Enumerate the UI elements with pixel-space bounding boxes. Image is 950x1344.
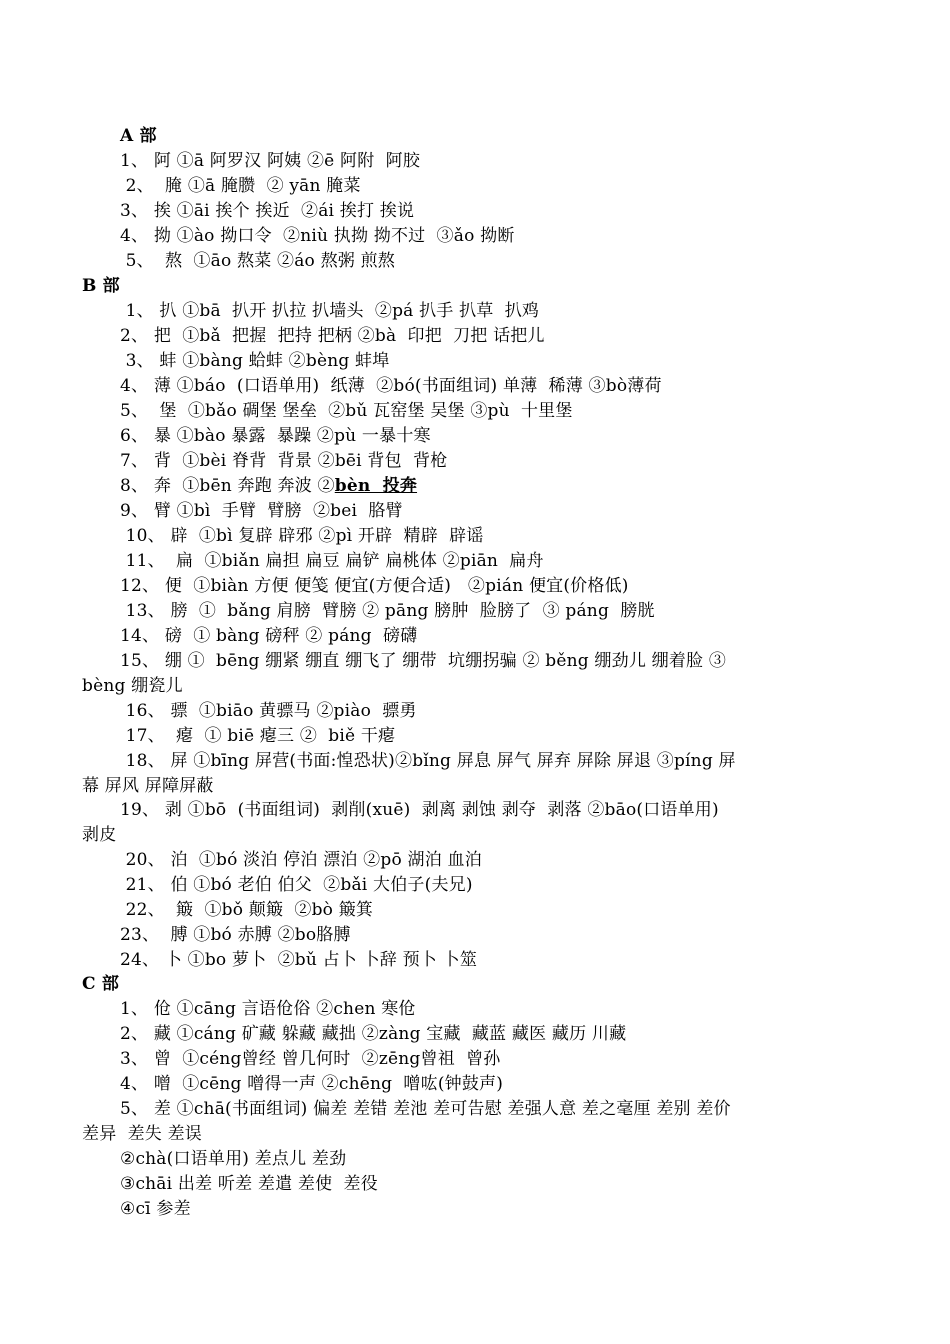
entry-line: 1、 伧 ①cāng 言语伧俗 ②chen 寒伧 [120,999,416,1019]
entry-line: 1、 扒 ①bā 扒开 扒拉 扒墙头 ②pá 扒手 扒草 扒鸡 [120,301,540,321]
entry-line: 15、 绷 ① bēng 绷紧 绷直 绷飞了 绷带 坑绷拐骗 ② běng 绷劲儿 绷着脸 ③ [120,651,727,671]
entry-line-continued: 差异 差失 差误 [82,1124,203,1144]
entry-line: 20、 泊 ①bó 淡泊 停泊 漂泊 ②pō 湖泊 血泊 [120,850,482,870]
entry-line: 5、 熬 ①āo 熬菜 ②áo 熬粥 煎熬 [120,251,395,271]
section-heading: B 部 [82,276,120,296]
entry-line: 6、 暴 ①bào 暴露 暴躁 ②pù 一暴十寒 [120,426,431,446]
entry-line-continued: bèng 绷瓷儿 [82,676,183,696]
entry-line: 19、 剥 ①bō (书面组词) 剥削(xuē) 剥离 剥蚀 剥夺 剥落 ②bāo(口语单用) [120,800,719,820]
entry-line: 3、 挨 ①āi 挨个 挨近 ②ái 挨打 挨说 [120,201,415,221]
section-heading: A 部 [120,126,157,146]
entry-line: 1、 阿 ①ā 阿罗汉 阿姨 ②ē 阿附 阿胶 [120,151,421,171]
entry-line: 13、 膀 ① bǎng 肩膀 臂膀 ② pāng 膀肿 脸膀了 ③ páng 膀胱 [120,601,655,621]
entry-line: 2、 把 ①bǎ 把握 把持 把柄 ②bà 印把 刀把 话把儿 [120,326,545,346]
entry-line: 22、 簸 ①bǒ 颠簸 ②bò 簸箕 [120,900,374,920]
entry-line: 5、 堡 ①bǎo 碉堡 堡垒 ②bǔ 瓦窑堡 吴堡 ③pù 十里堡 [120,401,573,421]
entry-line: 2、 腌 ①ā 腌臜 ② yān 腌菜 [120,176,361,196]
entry-line: 12、 便 ①biàn 方便 便笺 便宜(方便合适) ②pián 便宜(价格低) [120,576,629,596]
entry-line: ③chāi 出差 听差 差遣 差使 差役 [120,1174,378,1194]
entry-line: 7、 背 ①bèi 脊背 背景 ②bēi 背包 背枪 [120,451,448,471]
entry-line: 14、 磅 ① bàng 磅秤 ② páng 磅礴 [120,626,418,646]
entry-line: 17、 瘪 ① biē 瘪三 ② biě 干瘪 [120,726,396,746]
highlighted-reading: bèn 投奔 [334,476,418,496]
entry-line: 16、 骠 ①biāo 黄骠马 ②piào 骠勇 [120,701,417,721]
entry-line: 3、 曾 ①céng曾经 曾几何时 ②zēng曾祖 曾孙 [120,1049,501,1069]
entry-line: 4、 拗 ①ào 拗口令 ②niù 执拗 拗不过 ③ǎo 拗断 [120,226,515,246]
section-heading: C 部 [82,974,120,994]
entry-line: 10、 辟 ①bì 复辟 辟邪 ②pì 开辟 精辟 辟谣 [120,526,484,546]
entry-line: ②chà(口语单用) 差点儿 差劲 [120,1149,347,1169]
entry-line: 4、 噌 ①cēng 噌得一声 ②chēng 噌吰(钟鼓声) [120,1074,504,1094]
entry-line: 2、 藏 ①cáng 矿藏 躲藏 藏拙 ②zàng 宝藏 藏蓝 藏医 藏历 川藏 [120,1024,627,1044]
entry-line: 3、 蚌 ①bàng 蛤蚌 ②bèng 蚌埠 [120,351,390,371]
entry-line: ④cī 参差 [120,1199,191,1219]
entry-line-continued: 幕 屏风 屏障屏蔽 [82,776,214,796]
entry-line: 4、 薄 ①báo (口语单用) 纸薄 ②bó(书面组词) 单薄 稀薄 ③bò薄荷 [120,376,662,396]
entry-text: 8、 奔 ①bēn 奔跑 奔波 ② [120,476,335,496]
entry-line: 21、 伯 ①bó 老伯 伯父 ②bǎi 大伯子(夫兄) [120,875,473,895]
entry-line: 24、 卜 ①bo 萝卜 ②bǔ 占卜 卜辞 预卜 卜筮 [120,950,478,970]
entry-line-continued: 剥皮 [82,825,117,845]
entry-line: 11、 扁 ①biǎn 扁担 扁豆 扁铲 扁桃体 ②piān 扁舟 [120,551,544,571]
entry-line [120,476,417,496]
entry-line: 9、 臂 ①bì 手臂 臂膀 ②bei 胳臂 [120,501,403,521]
entry-line: 23、 膊 ①bó 赤膊 ②bo胳膊 [120,925,351,945]
entry-line: 5、 差 ①chā(书面组词) 偏差 差错 差池 差可告慰 差强人意 差之毫厘 差别 差价 [120,1099,731,1119]
entry-line: 18、 屏 ①bīng 屏营(书面:惶恐状)②bǐng 屏息 屏气 屏弃 屏除 屏退 ③píng 屏 [120,751,736,771]
